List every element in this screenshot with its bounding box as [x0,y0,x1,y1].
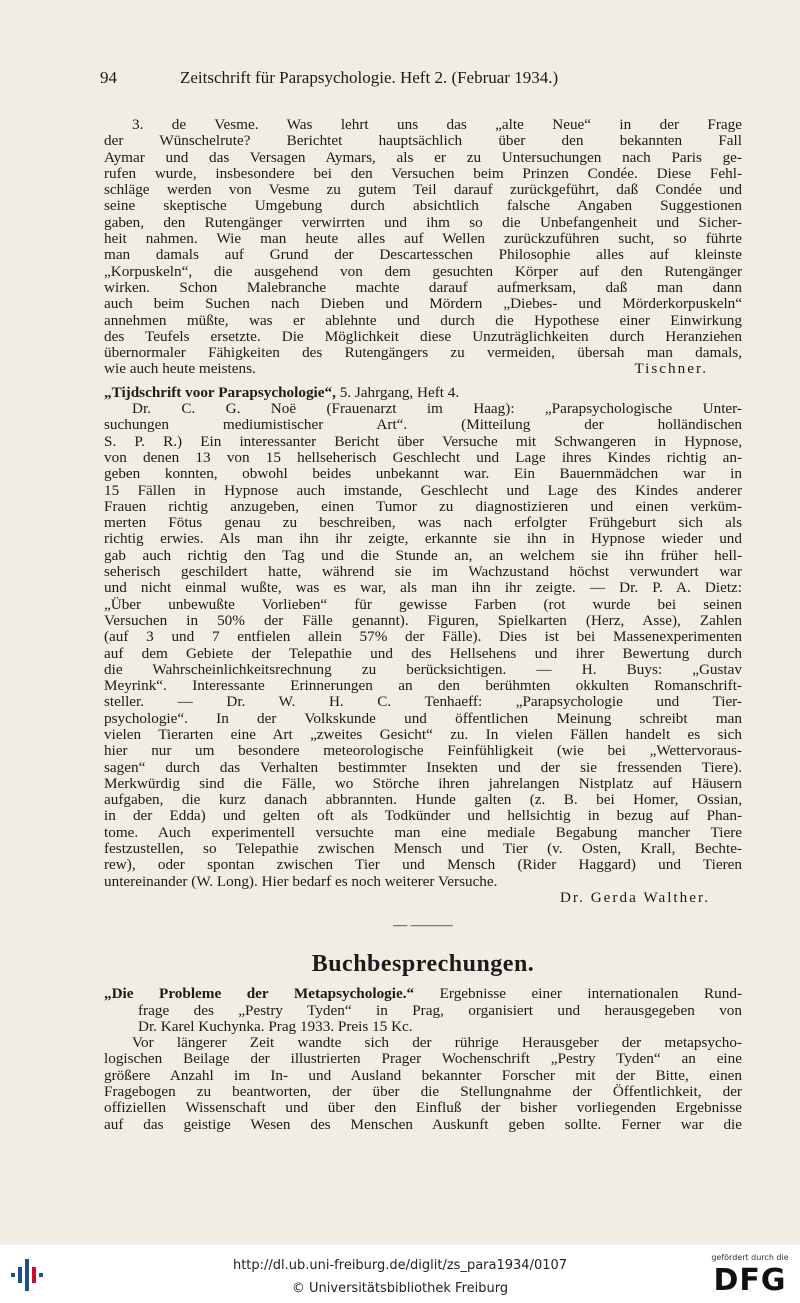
text-line: offiziellen Wissenschaft und über den Einfluß der bisher vorliegenden Ergebnisse [104,1100,742,1117]
text-line: die Wahrscheinlichkeitsrechnung zu berücksichtigen. — H. Buys: „Gustav [104,661,742,678]
text-line: merten Fötus genau zu beschreiben, was nach erfolgter Frühgeburt sich als [104,515,742,532]
review-title-line [104,986,742,1002]
text-line: Dr. Karel Kuchynka. Prag 1933. Preis 15 Kc. [138,1018,413,1035]
text-line: psychologie“. In der Volkskunde und öffentlichen Meinung schreibt man [104,710,742,727]
text-line: richtig erwies. Als man ihn ihr zeigte, erkannte sie ihn in Hypnose wieder und [104,531,742,548]
section-separator: — ——— [393,918,453,934]
text-line: festzustellen, so Telepathie zwischen Mensch und Tier (v. Osten, Krall, Bechte- [104,841,742,858]
text-line: Frauen richtig anzugeben, einen Tumor zu diagnostizieren und einen verküm- [104,498,742,515]
text-line: Vor längerer Zeit wandte sich der rührige Herausgeber der metapsycho- [132,1035,742,1052]
text-line: logischen Beilage der illustrierten Prager Wochenschrift „Pestry Tyden“ an eine [104,1051,742,1068]
text-line: tome. Auch experimentell versuchte man eine mediale Begabung mancher Tiere [104,824,742,841]
text-line: rew), oder spontan zwischen Tier und Mensch (Rider Haggard) und Tieren [104,857,742,874]
text-line: in der Edda) und gelten oft als Todkünder und hellsichtig in bezug auf Phan- [104,808,742,825]
text-line: (auf 3 und 7 entfielen allein 57% der Fälle). Dies ist bei Massenexperimenten [104,629,742,646]
text-line: auch beim Suchen nach Dieben und Mördern „Diebes- und Mörderkorpuskeln“ [104,296,742,313]
text-line: „Korpuskeln“, die ausgehend von dem gesuchten Körper auf den Rutengänger [104,263,742,280]
text-line: schläge werden von Vesme zu gutem Teil darauf zurückgeführt, daß Condée und [104,182,742,199]
text-line: Aymar und das Versagen Aymars, als er zu Untersuchungen nach Paris ge- [104,149,742,166]
text-line: man damals auf Grund der Descartesschen Philosophie alles auf kleinste [104,247,742,264]
text-line: der Wünschelrute? Berichtet hauptsächlich über den bekannten Fall [104,133,742,150]
text-line-content: wie auch heute meistens. [104,361,256,378]
text-line: rufen wurde, insbesondere bei den Versuchen beim Prinzen Condée. Diese Fehl- [104,165,742,182]
text-line: annehmen müßte, was er ablehnte und durch die Hypothese einer Einwirkung [104,312,742,329]
body-text [104,117,742,1133]
book-subtitle: Ergebnisse einer internationalen Rund- [414,986,742,1003]
text-line: aufgaben, die kurz danach abbrannten. Hunde galten (z. B. bei Homer, Ossian, [104,792,742,809]
text-line: seherisch geschildert hatte, während sie im Wachzustand höchst verwundert war [104,564,742,581]
journal-issue: 5. Jahrgang, Heft 4. [335,384,460,401]
text-line: vielen Tierarten eine Art „zweites Gesicht“ zu. In vielen Fällen handelt es sich [104,726,742,743]
text-line: „Über unbewußte Vorlieben“ für gewisse Farben (rot wurde bei seinen [104,596,742,613]
text-line: steller. — Dr. W. H. C. Tenhaeff: „Parapsychologie und Tier- [104,694,742,711]
dfg-logo [705,1253,795,1299]
text-line: von denen 13 von 15 hellseherisch Geschlecht und Lage ihres Kindes richtig an- [104,449,742,466]
text-line: 3. de Vesme. Was lehrt uns das „alte Neue“ in der Frage [132,117,742,133]
text-line: frage des „Pestry Tyden“ in Prag, organisiert und herausgegeben von [138,1002,742,1019]
permalink[interactable]: http://dl.ub.uni-freiburg.de/diglit/zs_para1934/0107 [232,1258,568,1273]
text-line: größere Anzahl im In- und Ausland bekannter Forscher mit der Bitte, einen [104,1067,742,1084]
book-title: „Die Probleme der Metapsychologie.“ [104,986,415,1003]
article-heading [104,385,742,401]
dfg-mark: DFG [713,1263,787,1298]
text-line: auf dem Gebiete der Telepathie und des Hellsehens und ihrer Bewertung durch [104,645,742,662]
text-line: untereinander (W. Long). Hier bedarf es noch weiterer Versuche. [104,873,498,890]
text-line: wirken. Schon Malebranche machte darauf aufmerksam, daß man dann [104,279,742,296]
text-line: Fragebogen zu beantworten, der über die Stellungnahme der Öffentlichkeit, der [104,1084,742,1101]
text-line: heit nahmen. Wie man heute alles auf Wellen zurückzuführen sucht, so führte [104,231,742,248]
text-line: seine skeptische Umgebung durch absichtlich falsche Angaben Suggestionen [104,198,742,215]
page-number: 94 [100,68,117,87]
footer-bar [0,1245,800,1303]
text-line: gab auch richtig den Tag und die Stunde an, an welchem sie ihn früher hell- [104,547,742,564]
running-head: Zeitschrift für Parapsychologie. Heft 2. (Februar 1934.) [180,68,559,87]
section-heading: Buchbesprechungen. [311,951,535,978]
text-line: Meyrink“. Interessante Erinnerungen an den berühmten okkulten Romanschrift- [104,678,742,695]
text-line: hier nur um besondere meteorologische Feinfühligkeit (wie bei „Wettervoraus- [104,743,742,760]
text-line: Dr. C. G. Noë (Frauenarzt im Haag): „Parapsychologische Unter- [132,401,742,418]
text-line: Versuchen in 50% der Fälle genannt). Figuren, Spielkarten (Herz, Asse), Zahlen [104,612,742,629]
page-header [100,68,740,90]
text-line: sagen“ durch das Verhalten bestimmter Insekten und der sie fressenden Tiere). [104,759,742,776]
text-line: geben konnten, obwohl beides unbekannt war. Ein Bauernmädchen war in [104,466,742,483]
text-line [104,361,742,377]
author-signature: Dr. Gerda Walther. [559,889,710,906]
text-line: des Teufels ersetzte. Die Möglichkeit diese Unzuträglichkeiten durch Heranziehen [104,328,742,345]
text-line: gaben, den Rutengänger verwirrten und ihm so die Unbefangenheit und Sicher- [104,214,742,231]
text-line: übernormaler Fähigkeiten des Rutengängers zu vermeiden, übersah man damals, [104,345,742,362]
copyright-notice: © Universitätsbibliothek Freiburg [291,1281,509,1296]
text-line: suchungen mediumistischer Art“. (Mitteilung der holländischen [104,417,742,434]
text-line: und nicht einmal wußte, was es war, als man ihn ihr zeigte. — Dr. P. A. Dietz: [104,580,742,597]
author-signature: Tischner. [634,361,708,378]
journal-title: „Tijdschrift voor Parapsychologie“, [104,384,336,401]
text-line: auf das geistige Wesen des Menschen Auskunft geben sollte. Ferner war die [104,1116,742,1133]
text-line: S. P. R.) Ein interessanter Bericht über Versuche mit Schwangeren in Hypnose, [104,433,742,450]
dfg-caption: gefördert durch die [711,1253,789,1262]
text-line: 15 Fällen in Hypnose auch imstande, Geschlecht und Lage des Kindes anderer [104,482,742,499]
text-line: Merkwürdig sind die Fälle, wo Störche ihren jahrelangen Nistplatz auf Häusern [104,775,742,792]
